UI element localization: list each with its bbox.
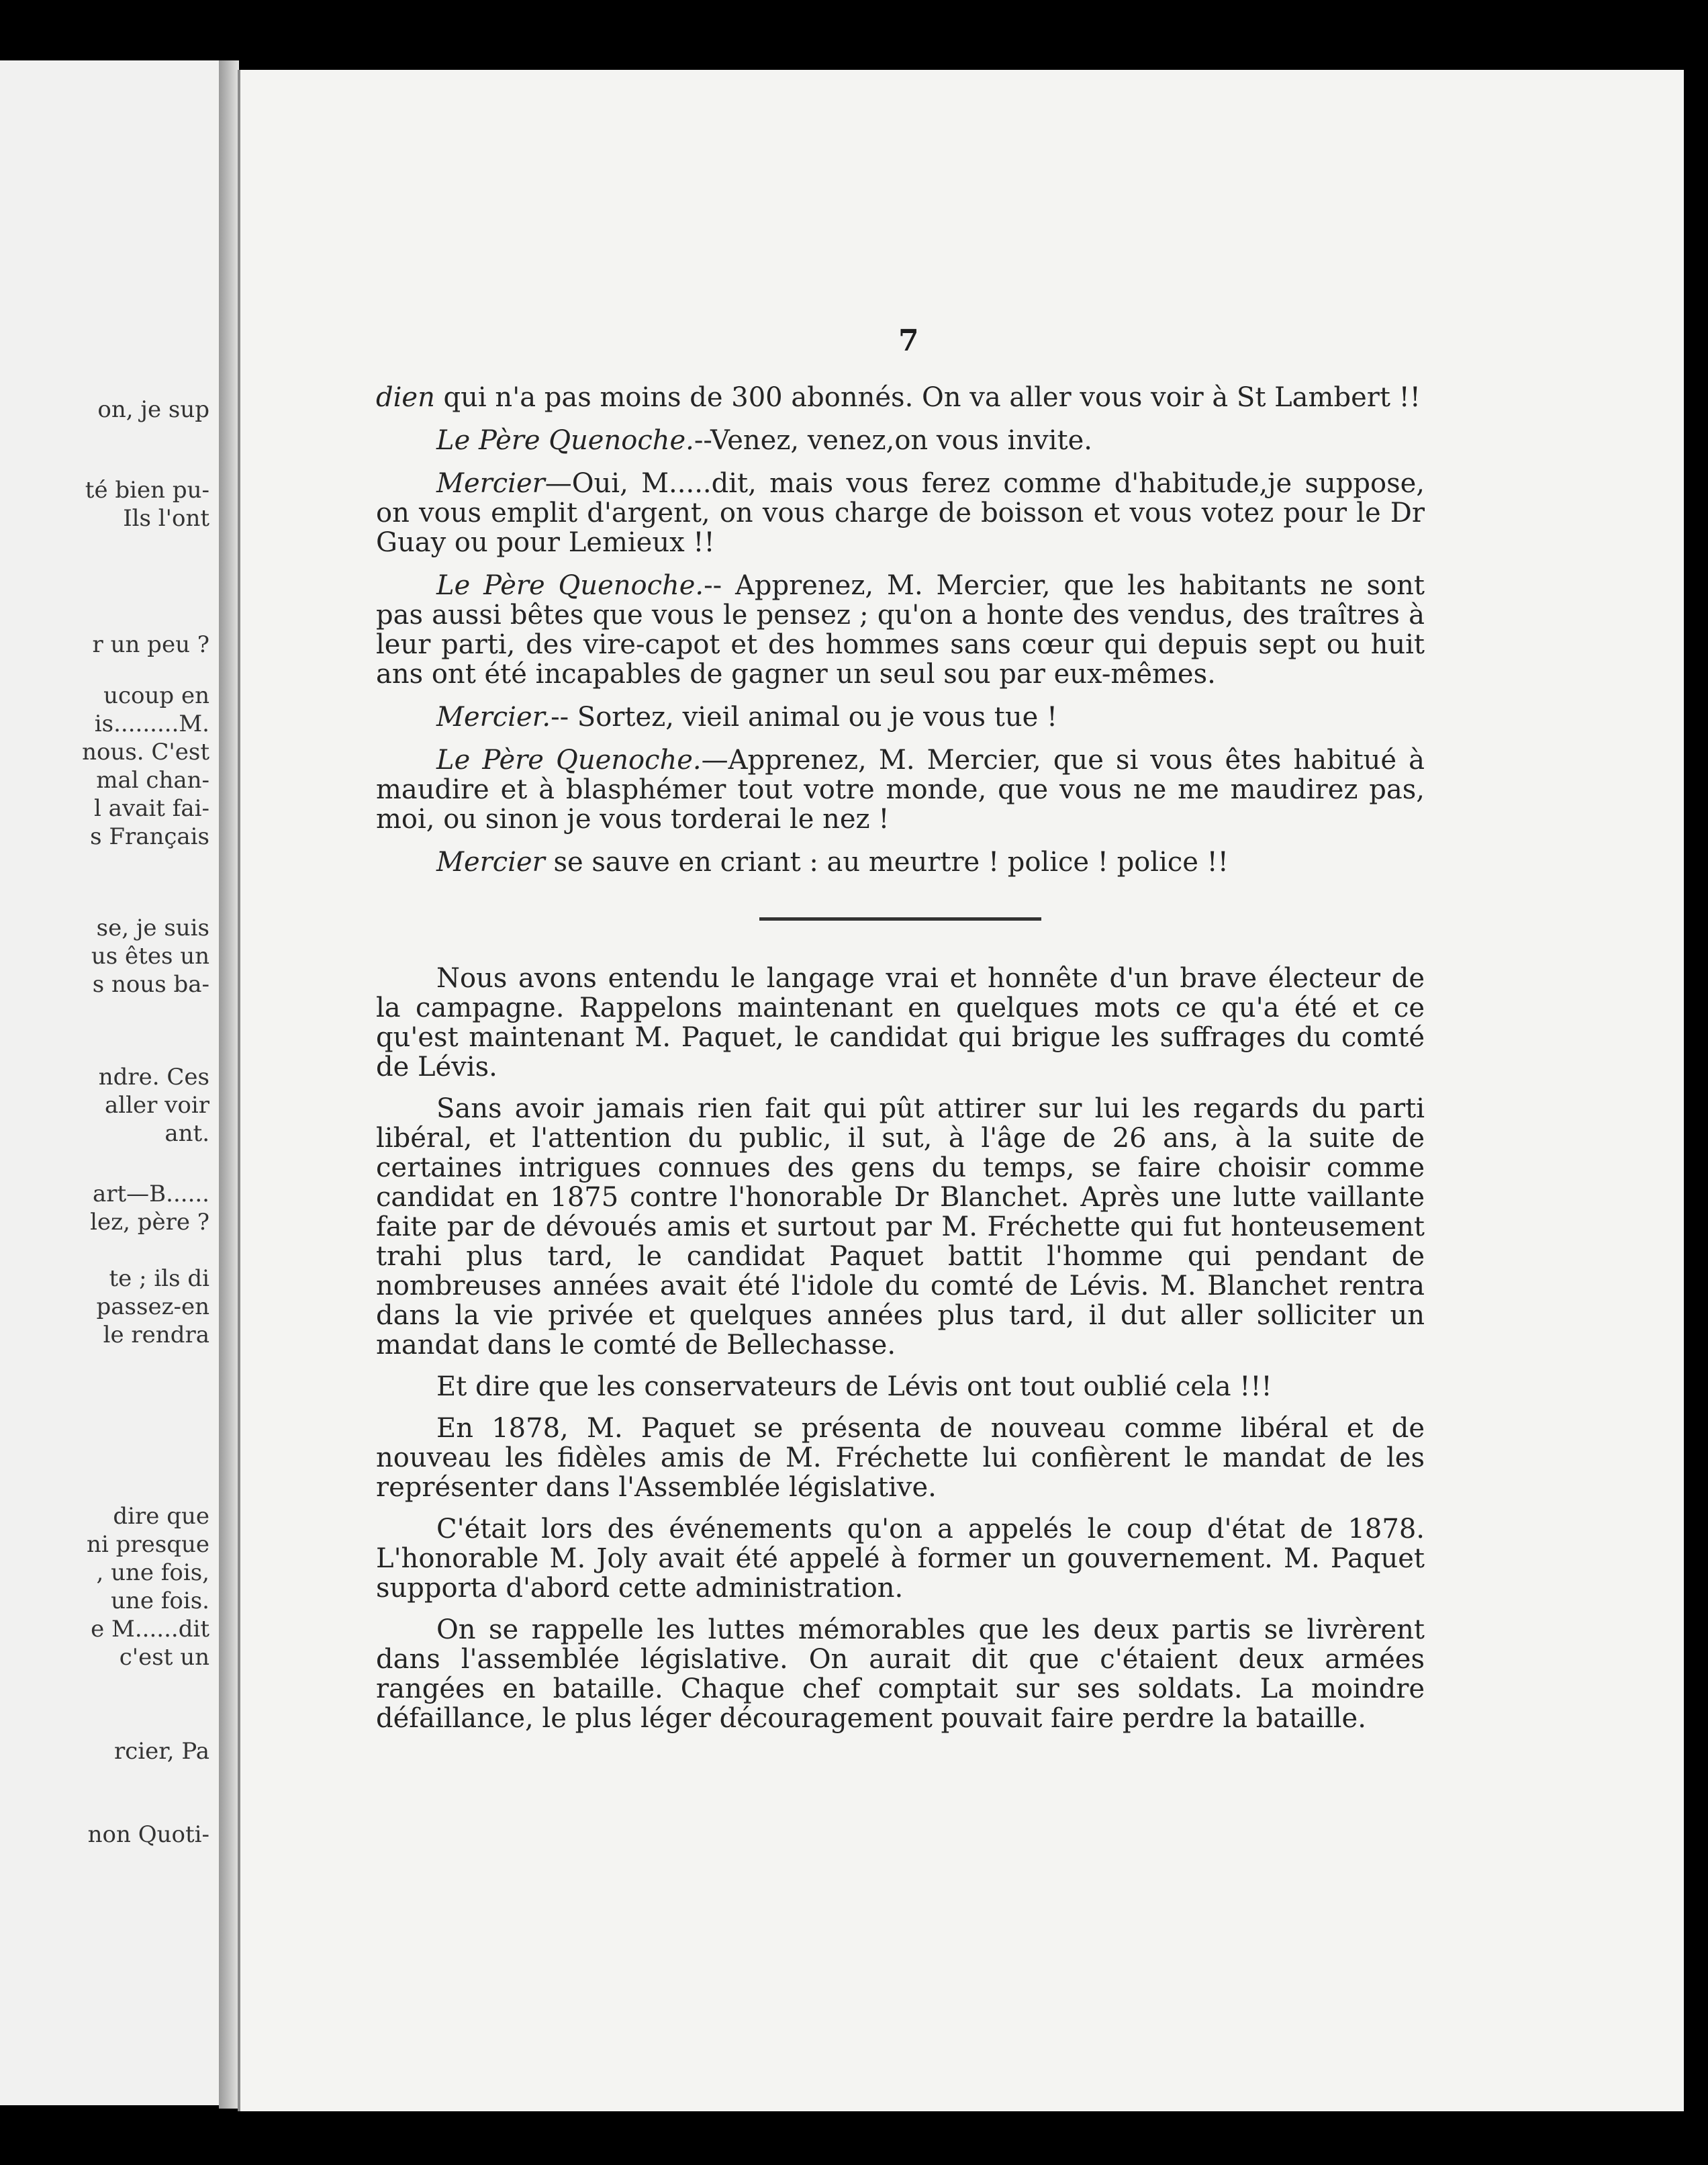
dialogue-text: se sauve en criant : au meurtre ! police ! police !! [544,847,1229,878]
left-page-line: l avait fai- [94,795,209,822]
left-page-line: aller voir [104,1092,209,1119]
dialogue-line [376,847,1425,877]
left-page-line: non Quoti- [87,1821,209,1848]
page-number: 7 [898,324,919,358]
left-page-line: rcier, Pa [113,1738,209,1765]
paragraph: C'était lors des événements qu'on a appelés le coup d'état de 1878. L'honorable M. Joly avait été appelé à former un gouvernement. M. Paquet supporta d'abord cette administration. [376,1514,1425,1604]
dialogue-line [376,383,1425,412]
dialogue-text: -- Apprenez, M. Mercier, que les habitants ne sont pas aussi bêtes que vous le pensez ; qu'on a honte des vendus, des traîtres à leur parti, des vire-capot et des hommes sans cœur qui depuis sept ou huit ans ont été incapables de gagner un seul sou par eux-mêmes. [376,570,1425,690]
page-text [376,383,1425,1745]
speaker-name: Le Père Quenoche. [436,745,702,776]
left-page-line: us êtes un [91,943,209,970]
left-page-line: on, je sup [97,396,209,423]
left-page-line: ni presque [87,1531,209,1558]
dialogue-text: qui n'a pas moins de 300 abonnés. On va aller vous voir à St Lambert !! [434,382,1421,413]
speaker-name: Mercier. [436,702,551,733]
dialogue-line [376,426,1425,455]
dialogue-text: --Venez, venez,on vous invite. [694,425,1092,456]
left-page-line: lez, père ? [90,1209,209,1236]
left-page-line: s nous ba- [92,971,209,998]
dialogue-line [376,571,1425,689]
book-gutter [219,60,239,2109]
left-page-line: ndre. Ces [98,1064,209,1091]
left-page-line: dire que [113,1503,209,1530]
left-page-line: ucoup en [103,682,209,709]
speaker-name: Le Père Quenoche. [436,570,704,601]
dialogue-line [376,745,1425,834]
dialogue-section [376,383,1425,877]
dialogue-text: —Apprenez, M. Mercier, que si vous êtes habitué à maudire et à blasphémer tout votre monde, que vous ne me maudirez pas, moi, ou sinon je vous torderai le nez ! [376,745,1425,835]
left-page-line: r un peu ? [92,631,209,658]
dialogue-line [376,469,1425,557]
speaker-name: Mercier [436,847,545,878]
section-divider [759,917,1041,921]
previous-page-fragment [0,60,221,2105]
paragraph: Et dire que les conservateurs de Lévis ont tout oublié cela !!! [436,1371,1272,1402]
left-page-line: , une fois, [96,1559,209,1586]
left-page-line: is.........M. [94,710,209,737]
left-page-line: e M......dit [91,1616,209,1643]
left-page-line: mal chan- [96,767,209,794]
left-page-line: se, je suis [96,915,209,941]
left-page-line: s Français [90,823,209,850]
dialogue-text: —Oui, M.....dit, mais vous ferez comme d'habitude,je suppose, on vous emplit d'argent, on vous charge de boisson et vous votez pour le Dr Guay ou pour Lemieux !! [376,468,1425,558]
left-page-line: té bien pu- [85,477,209,504]
paragraph: En 1878, M. Paquet se présenta de nouveau comme libéral et de nouveau les fidèles amis de M. Fréchette lui confièrent le mandat de les représenter dans l'Assemblée législative. [376,1413,1425,1503]
left-page-line: nous. C'est [82,739,209,766]
left-page-line: te ; ils di [109,1265,209,1292]
narrative-section [376,964,1425,1733]
left-page-line: Ils l'ont [123,505,209,532]
paragraph: Sans avoir jamais rien fait qui pût attirer sur lui les regards du parti libéral, et l'attention du public, il sut, à l'âge de 26 ans, à la suite de certaines intrigues connues des gens du temps, se faire choisir comme candidat en 1875 contre l'honorable Dr Blanchet. Après une lutte vaillante faite par de dévoués amis et surtout par M. Fréchette qui fut honteusement trahi plus tard, le candidat Paquet battit l'homme qui pendant de nombreuses années avait été l'idole du comté de Lévis. M. Blanchet rentra dans la vie privée et quelques années plus tard, il dut aller solliciter un mandat dans le comté de Bellechasse. [376,1093,1425,1361]
speaker-name: Le Père Quenoche. [436,425,694,456]
paragraph: On se rappelle les luttes mémorables que les deux partis se livrèrent dans l'assemblée législative. On aurait dit que c'étaient deux armées rangées en bataille. Chaque chef comptait sur ses soldats. La moindre défaillance, le plus léger découragement pouvait faire perdre la bataille. [376,1614,1425,1734]
dialogue-line [376,702,1425,732]
speaker-name: dien [376,382,435,413]
paragraph: Nous avons entendu le langage vrai et honnête d'un brave électeur de la campagne. Rappelons maintenant en quelques mots ce qu'a été et ce qu'est maintenant M. Paquet, le candidat qui brigue les suffrages du comté de Lévis. [376,963,1425,1082]
left-page-line: une fois. [111,1587,209,1614]
left-page-line: c'est un [119,1644,209,1671]
left-page-line: art—B...... [92,1181,209,1207]
speaker-name: Mercier [436,468,545,499]
dialogue-text: -- Sortez, vieil animal ou je vous tue ! [551,702,1058,733]
left-page-line: passez-en [96,1293,209,1320]
left-page-line: le rendra [103,1322,209,1348]
left-page-line: ant. [164,1120,209,1147]
